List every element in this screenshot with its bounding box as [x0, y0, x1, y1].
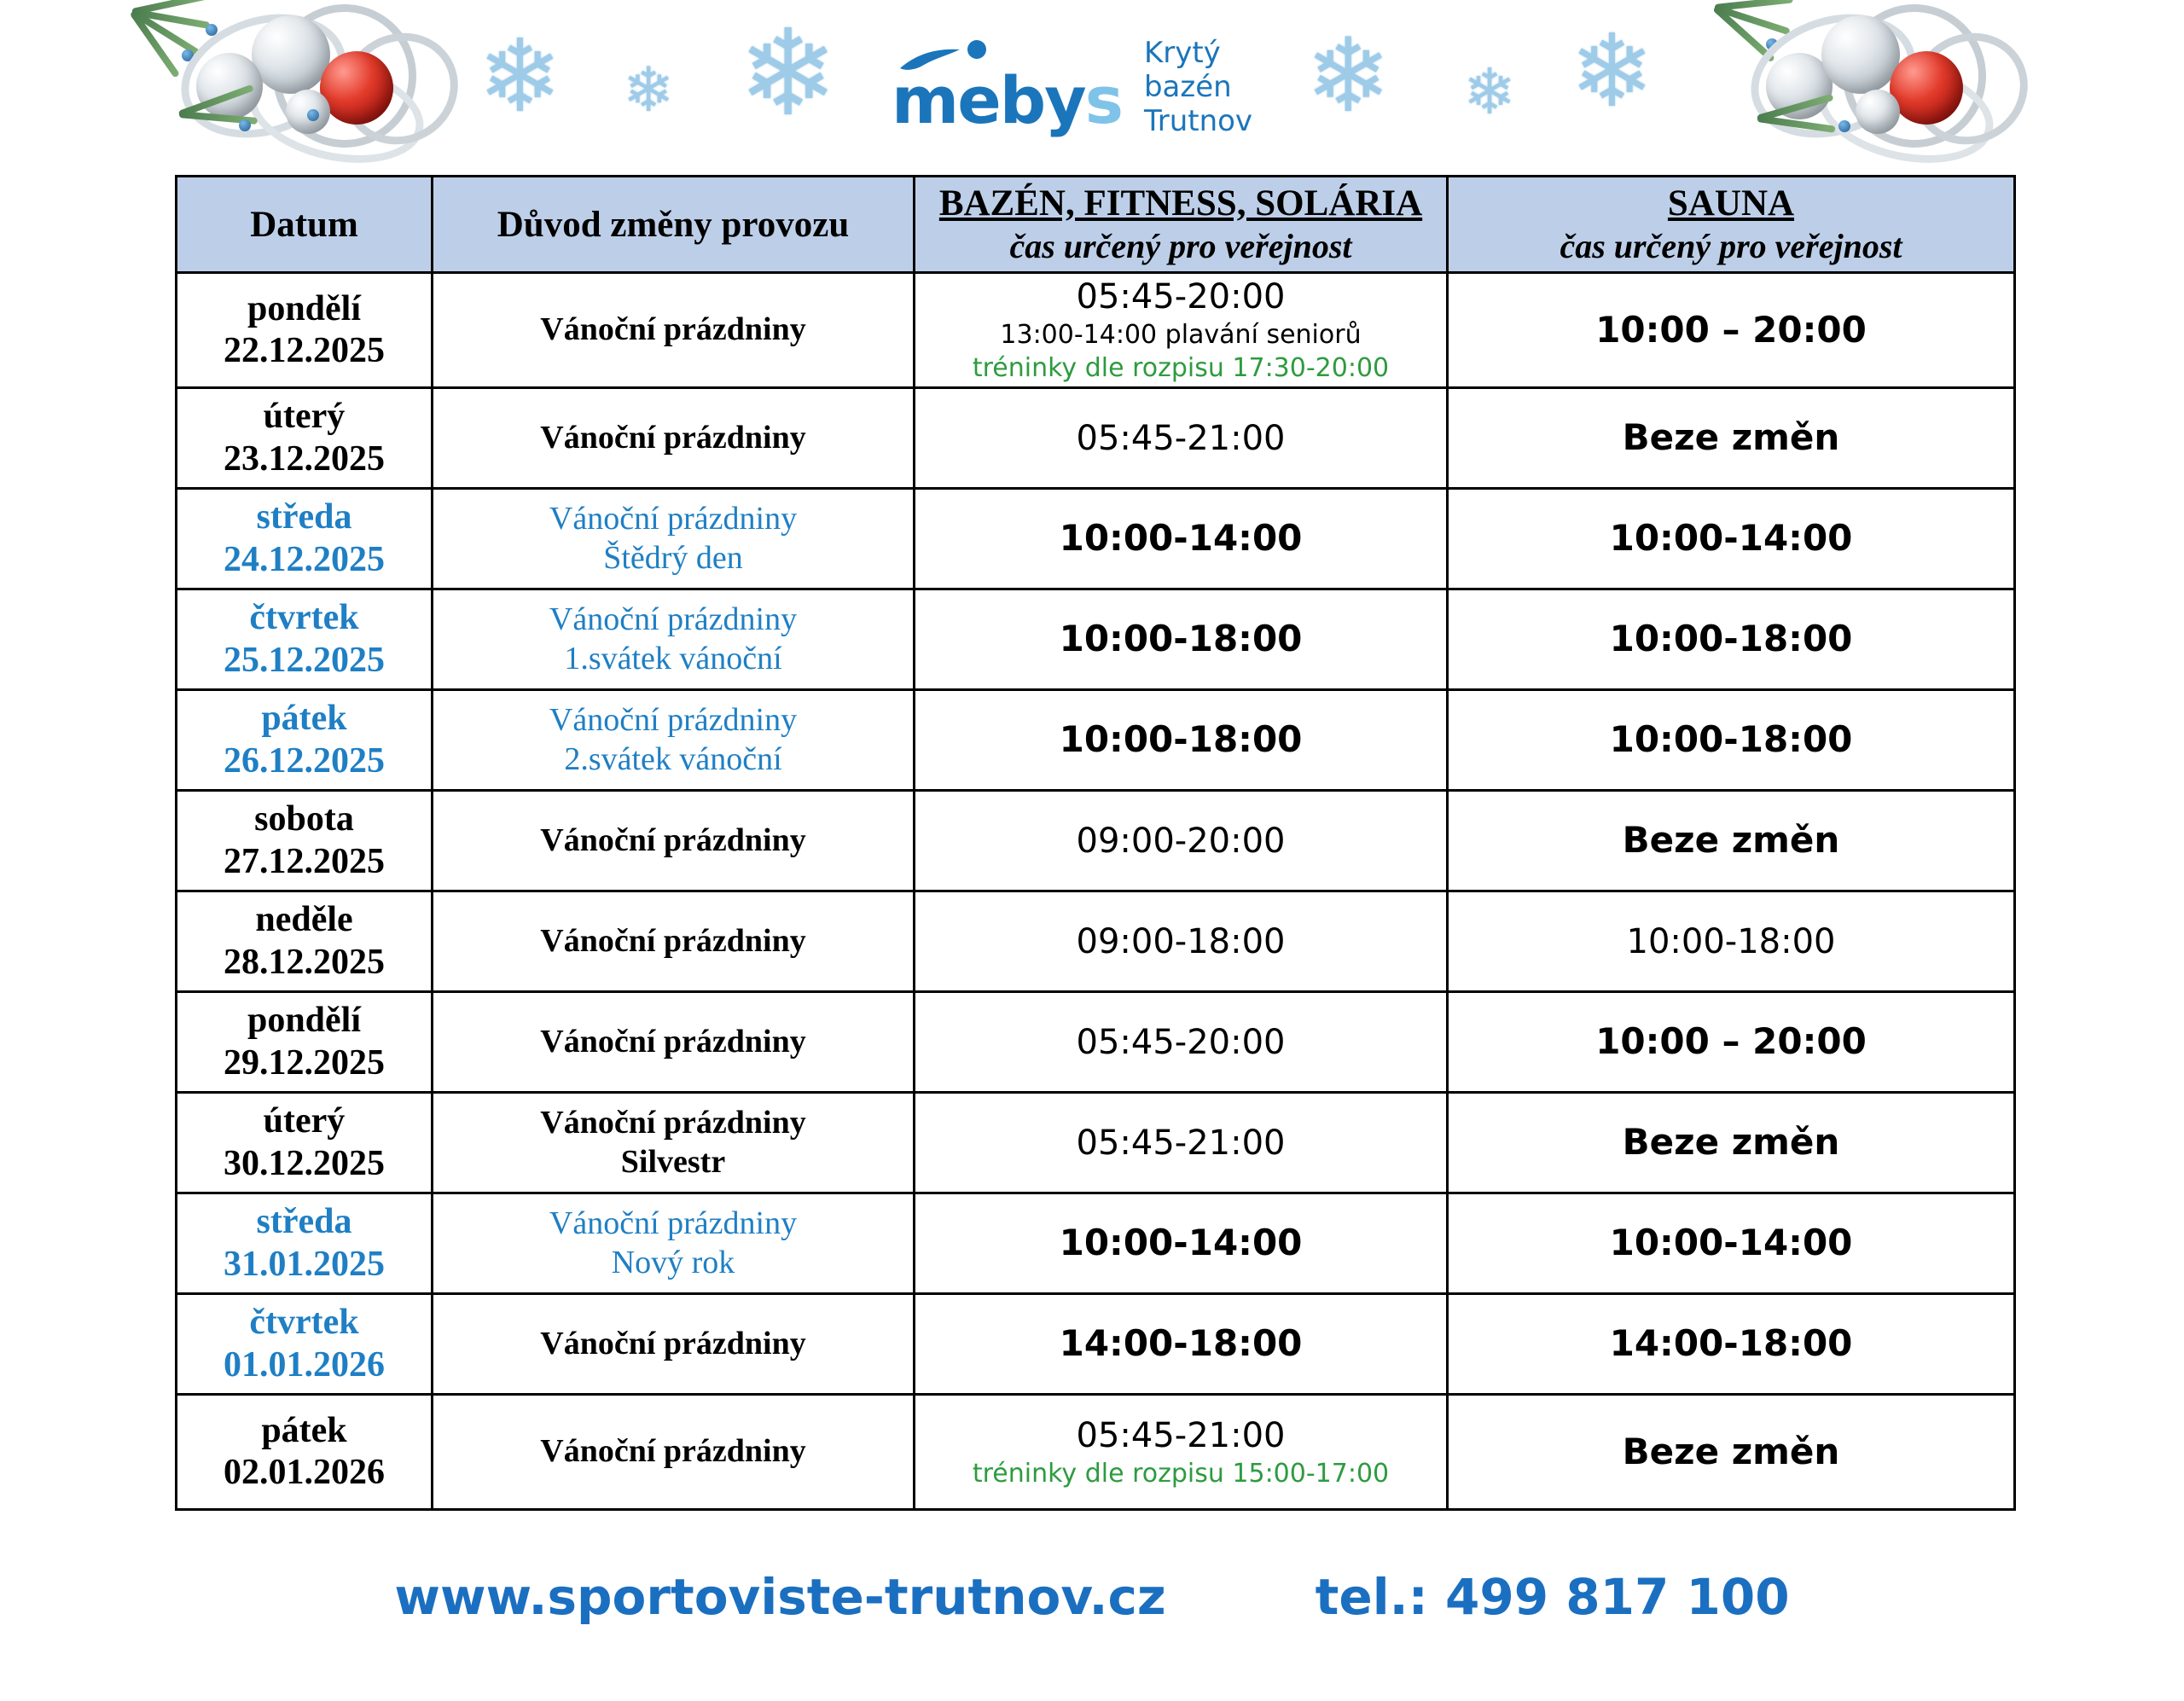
- website-link[interactable]: www.sportoviste-trutnov.cz: [394, 1568, 1166, 1626]
- cell-sauna-hours: [1448, 891, 2015, 992]
- cell-reason: [433, 273, 915, 388]
- pool-hours-text: 09:00-18:00: [1076, 921, 1286, 961]
- reason-text: Vánoční prázdniny: [540, 922, 806, 959]
- page-footer: [0, 1568, 2184, 1626]
- cell-date: [177, 992, 433, 1093]
- pool-hours-text: 05:45-21:00: [1076, 418, 1286, 458]
- cell-date: [177, 273, 433, 388]
- page-header: [0, 0, 2184, 171]
- cell-pool-hours: [915, 489, 1448, 589]
- reason-text: Vánoční prázdniny: [540, 1325, 806, 1361]
- silver-bauble-icon: [252, 15, 330, 94]
- cell-sauna-hours: [1448, 273, 2015, 388]
- cell-date: [177, 891, 433, 992]
- cell-date: [177, 1193, 433, 1294]
- cell-reason: [433, 1093, 915, 1193]
- cell-sauna-hours: [1448, 489, 2015, 589]
- pool-hours-text: 10:00-18:00: [1059, 618, 1303, 660]
- reason-text: Vánoční prázdniny: [540, 1433, 806, 1470]
- silver-bauble-icon: [196, 53, 263, 119]
- reason-text: Vánoční prázdniny: [540, 1023, 806, 1059]
- cell-sauna-hours: [1448, 589, 2015, 690]
- table-row: [177, 388, 2015, 489]
- date-text: úterý 30.12.2025: [224, 1101, 385, 1183]
- cell-sauna-hours: [1448, 791, 2015, 891]
- cell-pool-hours: [915, 1395, 1448, 1510]
- column-header-date: [177, 177, 433, 273]
- snowflake-icon: ❄: [1463, 58, 1517, 128]
- logo-subtitle-line3: Trutnov: [1143, 104, 1253, 139]
- column-header-pool-sublabel: čas určený pro veřejnost: [1009, 227, 1352, 265]
- sauna-hours-text: 10:00-14:00: [1609, 1222, 1853, 1264]
- table-row: [177, 489, 2015, 589]
- logo-subtitle: [1144, 36, 1252, 138]
- logo-word-accent: s: [1084, 62, 1122, 139]
- sauna-hours-text: Beze změn: [1622, 819, 1840, 862]
- cell-pool-hours: [915, 992, 1448, 1093]
- cell-reason: [433, 690, 915, 791]
- snowflake-icon: ❄: [478, 21, 562, 133]
- reason-text: Vánoční prázdniny Silvestr: [540, 1104, 806, 1180]
- swimmer-icon: [898, 39, 992, 75]
- snowflake-icon: ❄: [738, 9, 839, 141]
- logo-subtitle-line2: bazén: [1143, 70, 1232, 105]
- cell-pool-hours: [915, 273, 1448, 388]
- table-row: [177, 1294, 2015, 1395]
- logo-wordmark: [892, 62, 1122, 139]
- sauna-hours-text: 14:00-18:00: [1609, 1322, 1853, 1365]
- table-header: [177, 177, 2015, 273]
- sauna-hours-text: Beze změn: [1622, 1121, 1840, 1164]
- cell-pool-hours: [915, 1193, 1448, 1294]
- cell-reason: [433, 992, 915, 1093]
- cell-reason: [433, 489, 915, 589]
- schedule-table-wrapper: [175, 175, 2013, 1511]
- cell-date: [177, 1093, 433, 1193]
- table-row: [177, 589, 2015, 690]
- date-text: čtvrtek 25.12.2025: [224, 598, 385, 680]
- reason-text: Vánoční prázdniny 2.svátek vánoční: [549, 701, 798, 777]
- cell-date: [177, 489, 433, 589]
- cell-pool-hours: [915, 1294, 1448, 1395]
- logo-subtitle-line1: Krytý: [1143, 36, 1221, 70]
- column-header-reason: [433, 177, 915, 273]
- date-text: pátek 26.12.2025: [224, 699, 385, 781]
- date-text: středa 24.12.2025: [224, 497, 385, 579]
- sauna-hours-text: 10:00 – 20:00: [1595, 1020, 1867, 1063]
- christmas-decoration-right: [1740, 0, 2022, 158]
- column-header-reason-label: Důvod změny provozu: [497, 204, 850, 245]
- cell-pool-hours: [915, 791, 1448, 891]
- pool-hours-text: 10:00-18:00: [1059, 718, 1303, 761]
- date-text: pondělí 22.12.2025: [224, 288, 385, 370]
- table-row: [177, 1395, 2015, 1510]
- cell-reason: [433, 791, 915, 891]
- pool-hours-text: 05:45-20:00: [1076, 277, 1286, 316]
- pool-hours-text: 10:00-14:00: [1059, 517, 1303, 560]
- date-text: pondělí 29.12.2025: [224, 1001, 385, 1083]
- snowflake-icon: ❄: [623, 56, 675, 125]
- table-body: [177, 273, 2015, 1510]
- column-header-pool: [915, 177, 1448, 273]
- cell-date: [177, 1395, 433, 1510]
- cell-date: [177, 1294, 433, 1395]
- pool-hours-text: 05:45-21:00: [1076, 1123, 1286, 1163]
- red-bauble-icon: [320, 51, 393, 125]
- cell-pool-hours: [915, 388, 1448, 489]
- column-header-sauna-label: SAUNA: [1667, 183, 1795, 224]
- sauna-hours-text: Beze změn: [1622, 1430, 1840, 1472]
- date-text: pátek 02.01.2026: [224, 1410, 385, 1492]
- cell-sauna-hours: [1448, 1093, 2015, 1193]
- red-bauble-icon: [1890, 51, 1963, 125]
- sauna-hours-text: 10:00-14:00: [1609, 517, 1853, 560]
- cell-pool-hours: [915, 891, 1448, 992]
- sauna-hours-text: 10:00-18:00: [1626, 921, 1836, 961]
- pool-hours-text: 09:00-20:00: [1076, 821, 1286, 861]
- reason-text: Vánoční prázdniny: [540, 311, 806, 348]
- pool-hours-text: 05:45-20:00: [1076, 1022, 1286, 1062]
- pool-note-training: tréninky dle rozpisu 15:00-17:00: [972, 1458, 1390, 1489]
- cell-sauna-hours: [1448, 1193, 2015, 1294]
- logo-word-main: meby: [892, 62, 1085, 139]
- mebys-logo: [892, 32, 1252, 138]
- reason-text: Vánoční prázdniny: [540, 419, 806, 456]
- cell-reason: [433, 1193, 915, 1294]
- date-text: úterý 23.12.2025: [224, 397, 385, 479]
- date-text: čtvrtek 01.01.2026: [224, 1303, 385, 1385]
- sauna-hours-text: 10:00-18:00: [1609, 718, 1853, 761]
- table-row: [177, 690, 2015, 791]
- cell-reason: [433, 891, 915, 992]
- silver-bauble-icon: [1856, 90, 1900, 134]
- date-text: středa 31.01.2025: [224, 1202, 385, 1284]
- reason-text: Vánoční prázdniny: [540, 821, 806, 858]
- pool-hours-text: 14:00-18:00: [1059, 1322, 1303, 1365]
- column-header-sauna-sublabel: čas určený pro veřejnost: [1560, 227, 1902, 265]
- pool-note-seniors: 13:00-14:00 plavání seniorů: [1000, 320, 1362, 350]
- cell-sauna-hours: [1448, 992, 2015, 1093]
- cell-reason: [433, 1395, 915, 1510]
- cell-date: [177, 589, 433, 690]
- table-row: [177, 273, 2015, 388]
- sauna-hours-text: 10:00-18:00: [1609, 618, 1853, 660]
- date-text: sobota 27.12.2025: [224, 799, 385, 881]
- sauna-hours-text: Beze změn: [1622, 416, 1840, 459]
- column-header-sauna: [1448, 177, 2015, 273]
- cell-sauna-hours: [1448, 1395, 2015, 1510]
- cell-date: [177, 690, 433, 791]
- reason-text: Vánoční prázdniny Štědrý den: [549, 500, 798, 576]
- christmas-decoration-left: [171, 0, 452, 158]
- phone-number: tel.: 499 817 100: [1315, 1568, 1790, 1626]
- cell-reason: [433, 1294, 915, 1395]
- table-row: [177, 992, 2015, 1093]
- reason-text: Vánoční prázdniny 1.svátek vánoční: [549, 601, 798, 676]
- schedule-table: [175, 175, 2016, 1511]
- cell-sauna-hours: [1448, 690, 2015, 791]
- sauna-hours-text: 10:00 – 20:00: [1595, 308, 1867, 351]
- pool-hours-text: 05:45-21:00: [1076, 1415, 1286, 1455]
- snowflake-icon: ❄: [1305, 20, 1391, 133]
- silver-bauble-icon: [1821, 15, 1900, 94]
- cell-pool-hours: [915, 589, 1448, 690]
- reason-text: Vánoční prázdniny Nový rok: [549, 1205, 798, 1280]
- cell-date: [177, 791, 433, 891]
- cell-sauna-hours: [1448, 388, 2015, 489]
- cell-sauna-hours: [1448, 1294, 2015, 1395]
- pool-hours-text: 10:00-14:00: [1059, 1222, 1303, 1264]
- cell-pool-hours: [915, 690, 1448, 791]
- table-header-row: [177, 177, 2015, 273]
- cell-date: [177, 388, 433, 489]
- table-row: [177, 791, 2015, 891]
- date-text: neděle 28.12.2025: [224, 900, 385, 982]
- column-header-date-label: Datum: [250, 204, 358, 245]
- cell-reason: [433, 388, 915, 489]
- pool-note-training: tréninky dle rozpisu 17:30-20:00: [972, 353, 1390, 383]
- table-row: [177, 1193, 2015, 1294]
- column-header-pool-label: BAZÉN, FITNESS, SOLÁRIA: [938, 183, 1423, 224]
- cell-pool-hours: [915, 1093, 1448, 1193]
- cell-reason: [433, 589, 915, 690]
- snowflake-icon: ❄: [1570, 16, 1654, 128]
- table-row: [177, 1093, 2015, 1193]
- table-row: [177, 891, 2015, 992]
